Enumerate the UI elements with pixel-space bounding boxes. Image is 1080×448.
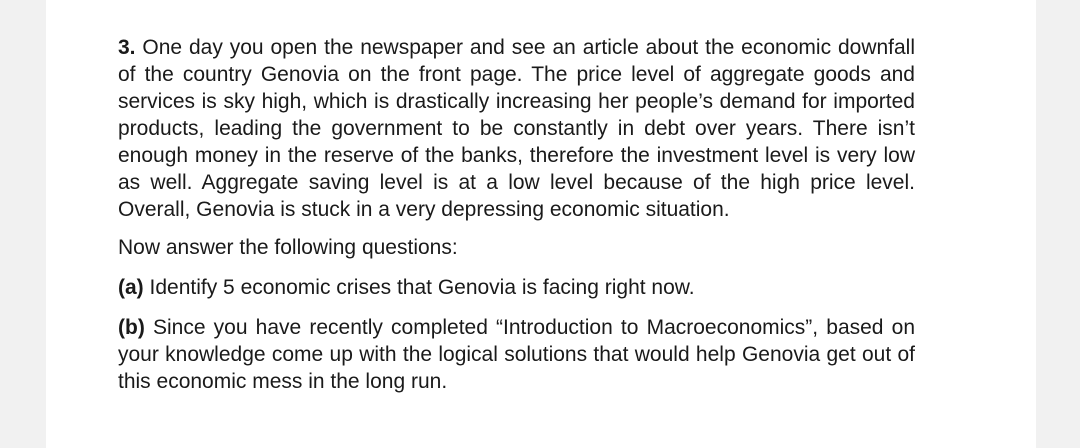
question-number: 3. <box>118 36 136 59</box>
part-a <box>118 274 915 301</box>
part-a-text: Identify 5 economic crises that Genovia is facing right now. <box>149 276 695 299</box>
question-paragraph <box>118 34 915 223</box>
part-b-label: (b) <box>118 316 145 339</box>
part-a-label: (a) <box>118 276 144 299</box>
question-block <box>118 34 915 395</box>
question-body: One day you open the newspaper and see an article about the economic downfall of the country Genovia on the front page. The price level of aggregate goods and services is sky high, which is drastically increasing her people’s demand for imported products, leading the government to be constantly in debt over years. There isn’t enough money in the reserve of the banks, therefore the investment level is very low as well. Aggregate saving level is at a low level because of the high price level. Overall, Genovia is stuck in a very depressing economic situation. <box>118 36 916 221</box>
part-b-text: Since you have recently completed “Introduction to Macroeconomics”, based on your knowledge come up with the logical solutions that would help Genovia get out of this economic mess in the long run. <box>118 316 915 393</box>
instructions: Now answer the following questions: <box>118 236 458 259</box>
part-b <box>118 314 915 395</box>
